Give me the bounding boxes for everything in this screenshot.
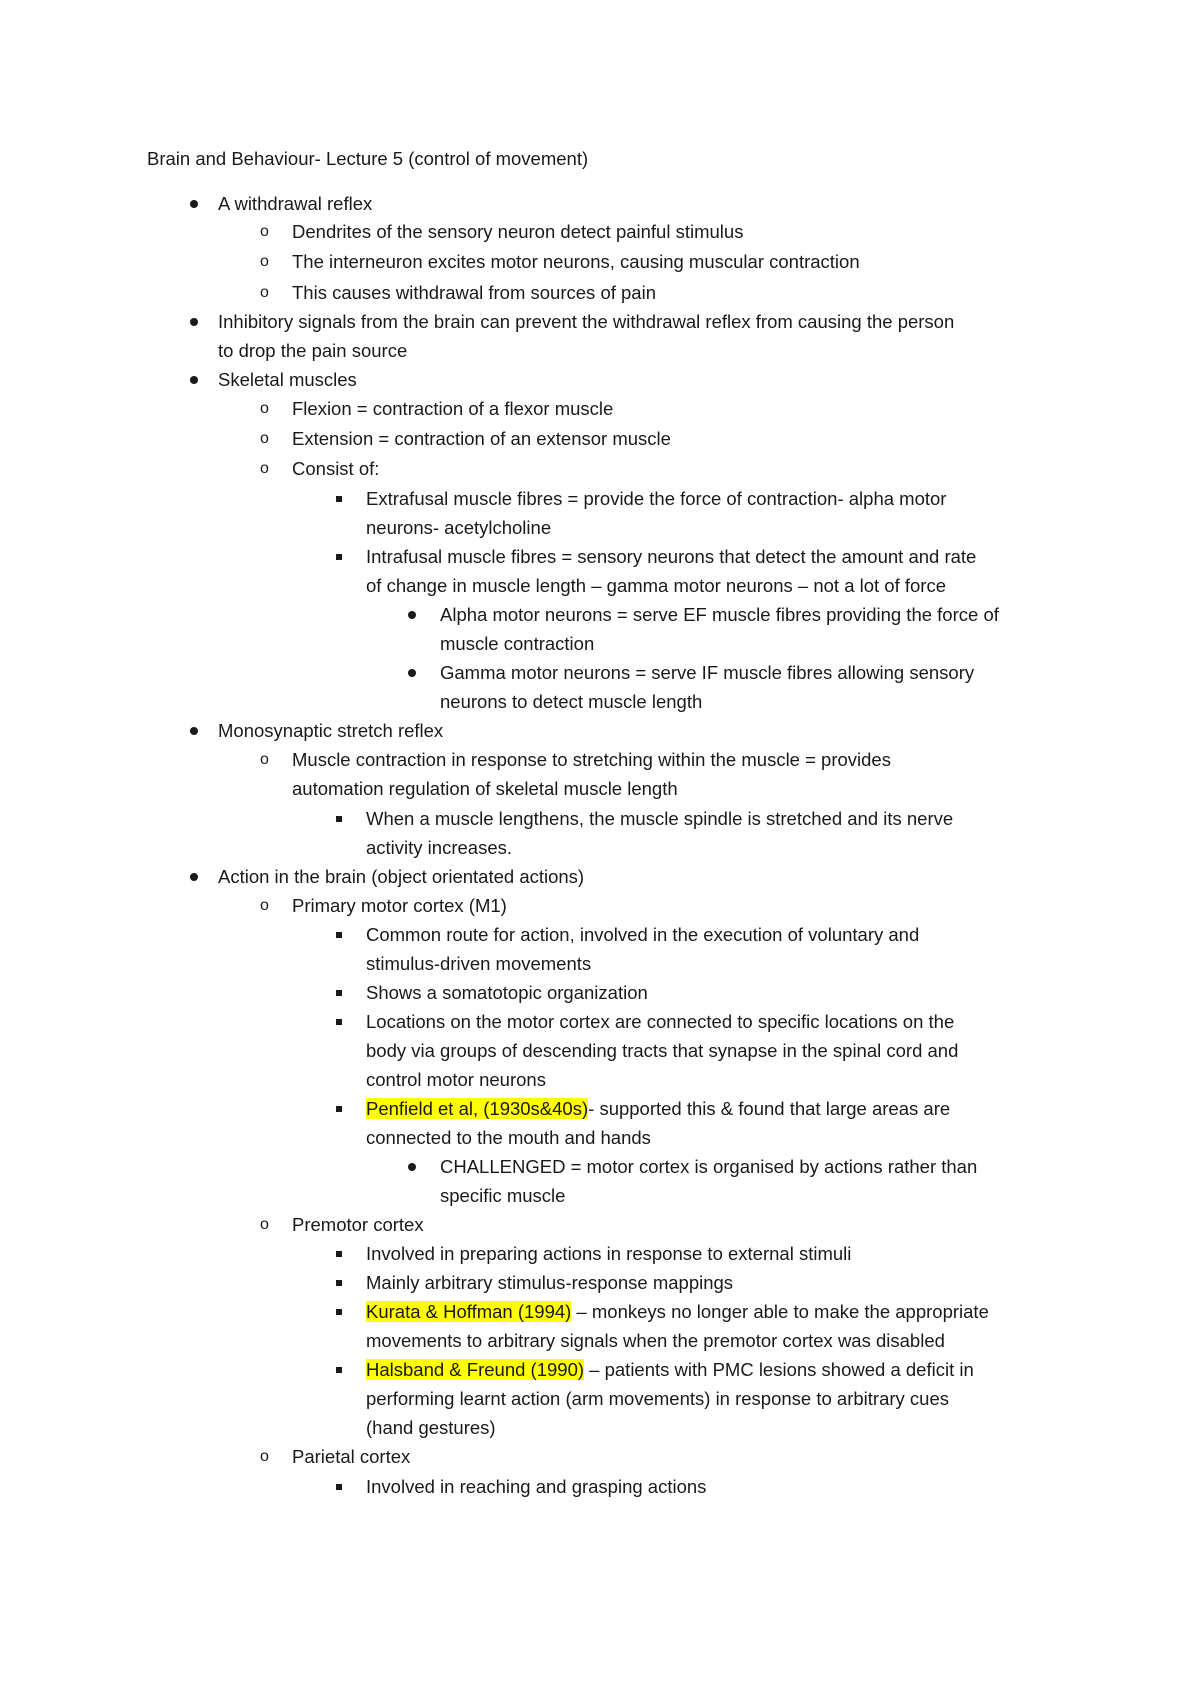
bullet-disc — [190, 873, 198, 881]
note-line — [218, 720, 443, 742]
note-line — [366, 982, 648, 1004]
note-line — [366, 953, 591, 975]
bullet-square — [336, 1019, 342, 1025]
bullet-circle: o — [260, 430, 269, 447]
note-line — [366, 575, 946, 597]
note-text: (hand gestures) — [366, 1417, 496, 1438]
note-text: Alpha motor neurons = serve EF muscle fibres providing the force of — [440, 604, 999, 625]
note-text: specific muscle — [440, 1185, 566, 1206]
note-text: activity increases. — [366, 837, 512, 858]
note-line — [218, 866, 584, 888]
bullet-circle: o — [260, 1216, 269, 1233]
note-line — [440, 633, 594, 655]
note-text: muscle contraction — [440, 633, 595, 654]
bullet-disc — [190, 200, 198, 208]
note-line — [366, 488, 946, 510]
note-text: movements to arbitrary signals when the premotor cortex was disabled — [366, 1330, 945, 1351]
bullet-disc — [190, 376, 198, 384]
note-line — [292, 749, 891, 771]
note-text: - supported this & found that large areas are — [588, 1098, 951, 1119]
note-line — [366, 1272, 733, 1294]
note-text: stimulus-driven movements — [366, 953, 592, 974]
note-line — [366, 1127, 651, 1149]
bullet-disc — [190, 318, 198, 326]
bullet-square — [336, 496, 342, 502]
note-text: Intrafusal muscle fibres = sensory neurons that detect the amount and rate — [366, 546, 977, 567]
note-line — [292, 1446, 410, 1468]
bullet-circle: o — [260, 1448, 269, 1465]
note-text: Premotor cortex — [292, 1214, 424, 1235]
bullet-circle: o — [260, 400, 269, 417]
note-line — [366, 1417, 496, 1439]
note-text: Shows a somatotopic organization — [366, 982, 648, 1003]
note-text: to drop the pain source — [218, 340, 408, 361]
bullet-disc — [408, 1163, 416, 1171]
note-line — [292, 398, 613, 420]
note-text: Mainly arbitrary stimulus-response mappings — [366, 1272, 734, 1293]
note-text: Consist of: — [292, 458, 380, 479]
highlighted-citation: Kurata & Hoffman (1994) — [366, 1301, 572, 1322]
note-text: connected to the mouth and hands — [366, 1127, 651, 1148]
note-line — [366, 1098, 950, 1120]
bullet-circle: o — [260, 460, 269, 477]
note-line — [366, 1069, 546, 1091]
note-line — [218, 369, 357, 391]
note-text: Involved in reaching and grasping actions — [366, 1476, 707, 1497]
note-text: control motor neurons — [366, 1069, 546, 1090]
note-text: Extension = contraction of an extensor muscle — [292, 428, 671, 449]
note-line — [292, 221, 743, 243]
note-text: Primary motor cortex (M1) — [292, 895, 507, 916]
note-line — [366, 837, 512, 859]
note-line — [218, 311, 954, 333]
note-line — [366, 1476, 706, 1498]
note-text: neurons- acetylcholine — [366, 517, 552, 538]
bullet-circle: o — [260, 897, 269, 914]
note-line — [218, 340, 407, 362]
bullet-square — [336, 554, 342, 560]
note-line — [440, 662, 974, 684]
note-text: Flexion = contraction of a flexor muscle — [292, 398, 614, 419]
note-line — [366, 517, 551, 539]
note-line — [366, 1301, 989, 1323]
bullet-square — [336, 1251, 342, 1257]
bullet-square — [336, 1309, 342, 1315]
note-line — [366, 1330, 945, 1352]
bullet-circle: o — [260, 253, 269, 270]
highlighted-citation: Halsband & Freund (1990) — [366, 1359, 585, 1380]
highlighted-citation: Penfield et al, (1930s&40s) — [366, 1098, 589, 1119]
bullet-square — [336, 1367, 342, 1373]
bullet-circle: o — [260, 223, 269, 240]
note-line — [366, 1040, 958, 1062]
note-line — [292, 251, 860, 273]
bullet-disc — [190, 727, 198, 735]
note-text: automation regulation of skeletal muscle length — [292, 778, 678, 799]
note-line — [440, 691, 702, 713]
note-text: Gamma motor neurons = serve IF muscle fibres allowing sensory — [440, 662, 975, 683]
bullet-circle: o — [260, 284, 269, 301]
note-text: Common route for action, involved in the execution of voluntary and — [366, 924, 920, 945]
bullet-square — [336, 1484, 342, 1490]
note-line — [292, 282, 656, 304]
note-text: The interneuron excites motor neurons, causing muscular contraction — [292, 251, 860, 272]
note-text: This causes withdrawal from sources of pain — [292, 282, 656, 303]
bullet-square — [336, 1280, 342, 1286]
note-text: of change in muscle length – gamma motor neurons – not a lot of force — [366, 575, 946, 596]
note-text: CHALLENGED = motor cortex is organised by actions rather than — [440, 1156, 978, 1177]
note-text: neurons to detect muscle length — [440, 691, 703, 712]
note-text: – patients with PMC lesions showed a deficit in — [584, 1359, 974, 1380]
note-line — [292, 1214, 424, 1236]
note-line — [218, 193, 372, 215]
bullet-square — [336, 932, 342, 938]
note-line — [292, 778, 678, 800]
note-text: A withdrawal reflex — [218, 193, 373, 214]
note-line — [366, 1388, 949, 1410]
note-text: Extrafusal muscle fibres = provide the force of contraction- alpha motor — [366, 488, 947, 509]
note-line — [366, 546, 976, 568]
note-text: Locations on the motor cortex are connected to specific locations on the — [366, 1011, 955, 1032]
note-line — [440, 604, 999, 626]
note-line — [366, 924, 919, 946]
bullet-disc — [408, 611, 416, 619]
note-text: Muscle contraction in response to stretching within the muscle = provides — [292, 749, 891, 770]
note-line — [292, 458, 379, 480]
note-text: When a muscle lengthens, the muscle spindle is stretched and its nerve — [366, 808, 954, 829]
note-text: – monkeys no longer able to make the appropriate — [571, 1301, 989, 1322]
bullet-square — [336, 1106, 342, 1112]
note-text: Parietal cortex — [292, 1446, 411, 1467]
note-text: Involved in preparing actions in response to external stimuli — [366, 1243, 852, 1264]
note-line — [366, 808, 953, 830]
bullet-disc — [408, 669, 416, 677]
note-text: Inhibitory signals from the brain can prevent the withdrawal reflex from causing the person — [218, 311, 955, 332]
bullet-circle: o — [260, 751, 269, 768]
note-line — [440, 1156, 977, 1178]
note-line — [292, 895, 507, 917]
note-line — [366, 1359, 974, 1381]
bullet-square — [336, 816, 342, 822]
note-text: Monosynaptic stretch reflex — [218, 720, 444, 741]
note-text: Dendrites of the sensory neuron detect painful stimulus — [292, 221, 744, 242]
note-text: body via groups of descending tracts that synapse in the spinal cord and — [366, 1040, 959, 1061]
note-line — [292, 428, 671, 450]
note-line — [440, 1185, 565, 1207]
bullet-square — [336, 990, 342, 996]
note-line — [366, 1011, 954, 1033]
note-text: Action in the brain (object orientated actions) — [218, 866, 585, 887]
note-line — [366, 1243, 851, 1265]
document-title: Brain and Behaviour- Lecture 5 (control of movement) — [147, 148, 589, 169]
note-text: Skeletal muscles — [218, 369, 357, 390]
note-text: performing learnt action (arm movements) in response to arbitrary cues — [366, 1388, 949, 1409]
